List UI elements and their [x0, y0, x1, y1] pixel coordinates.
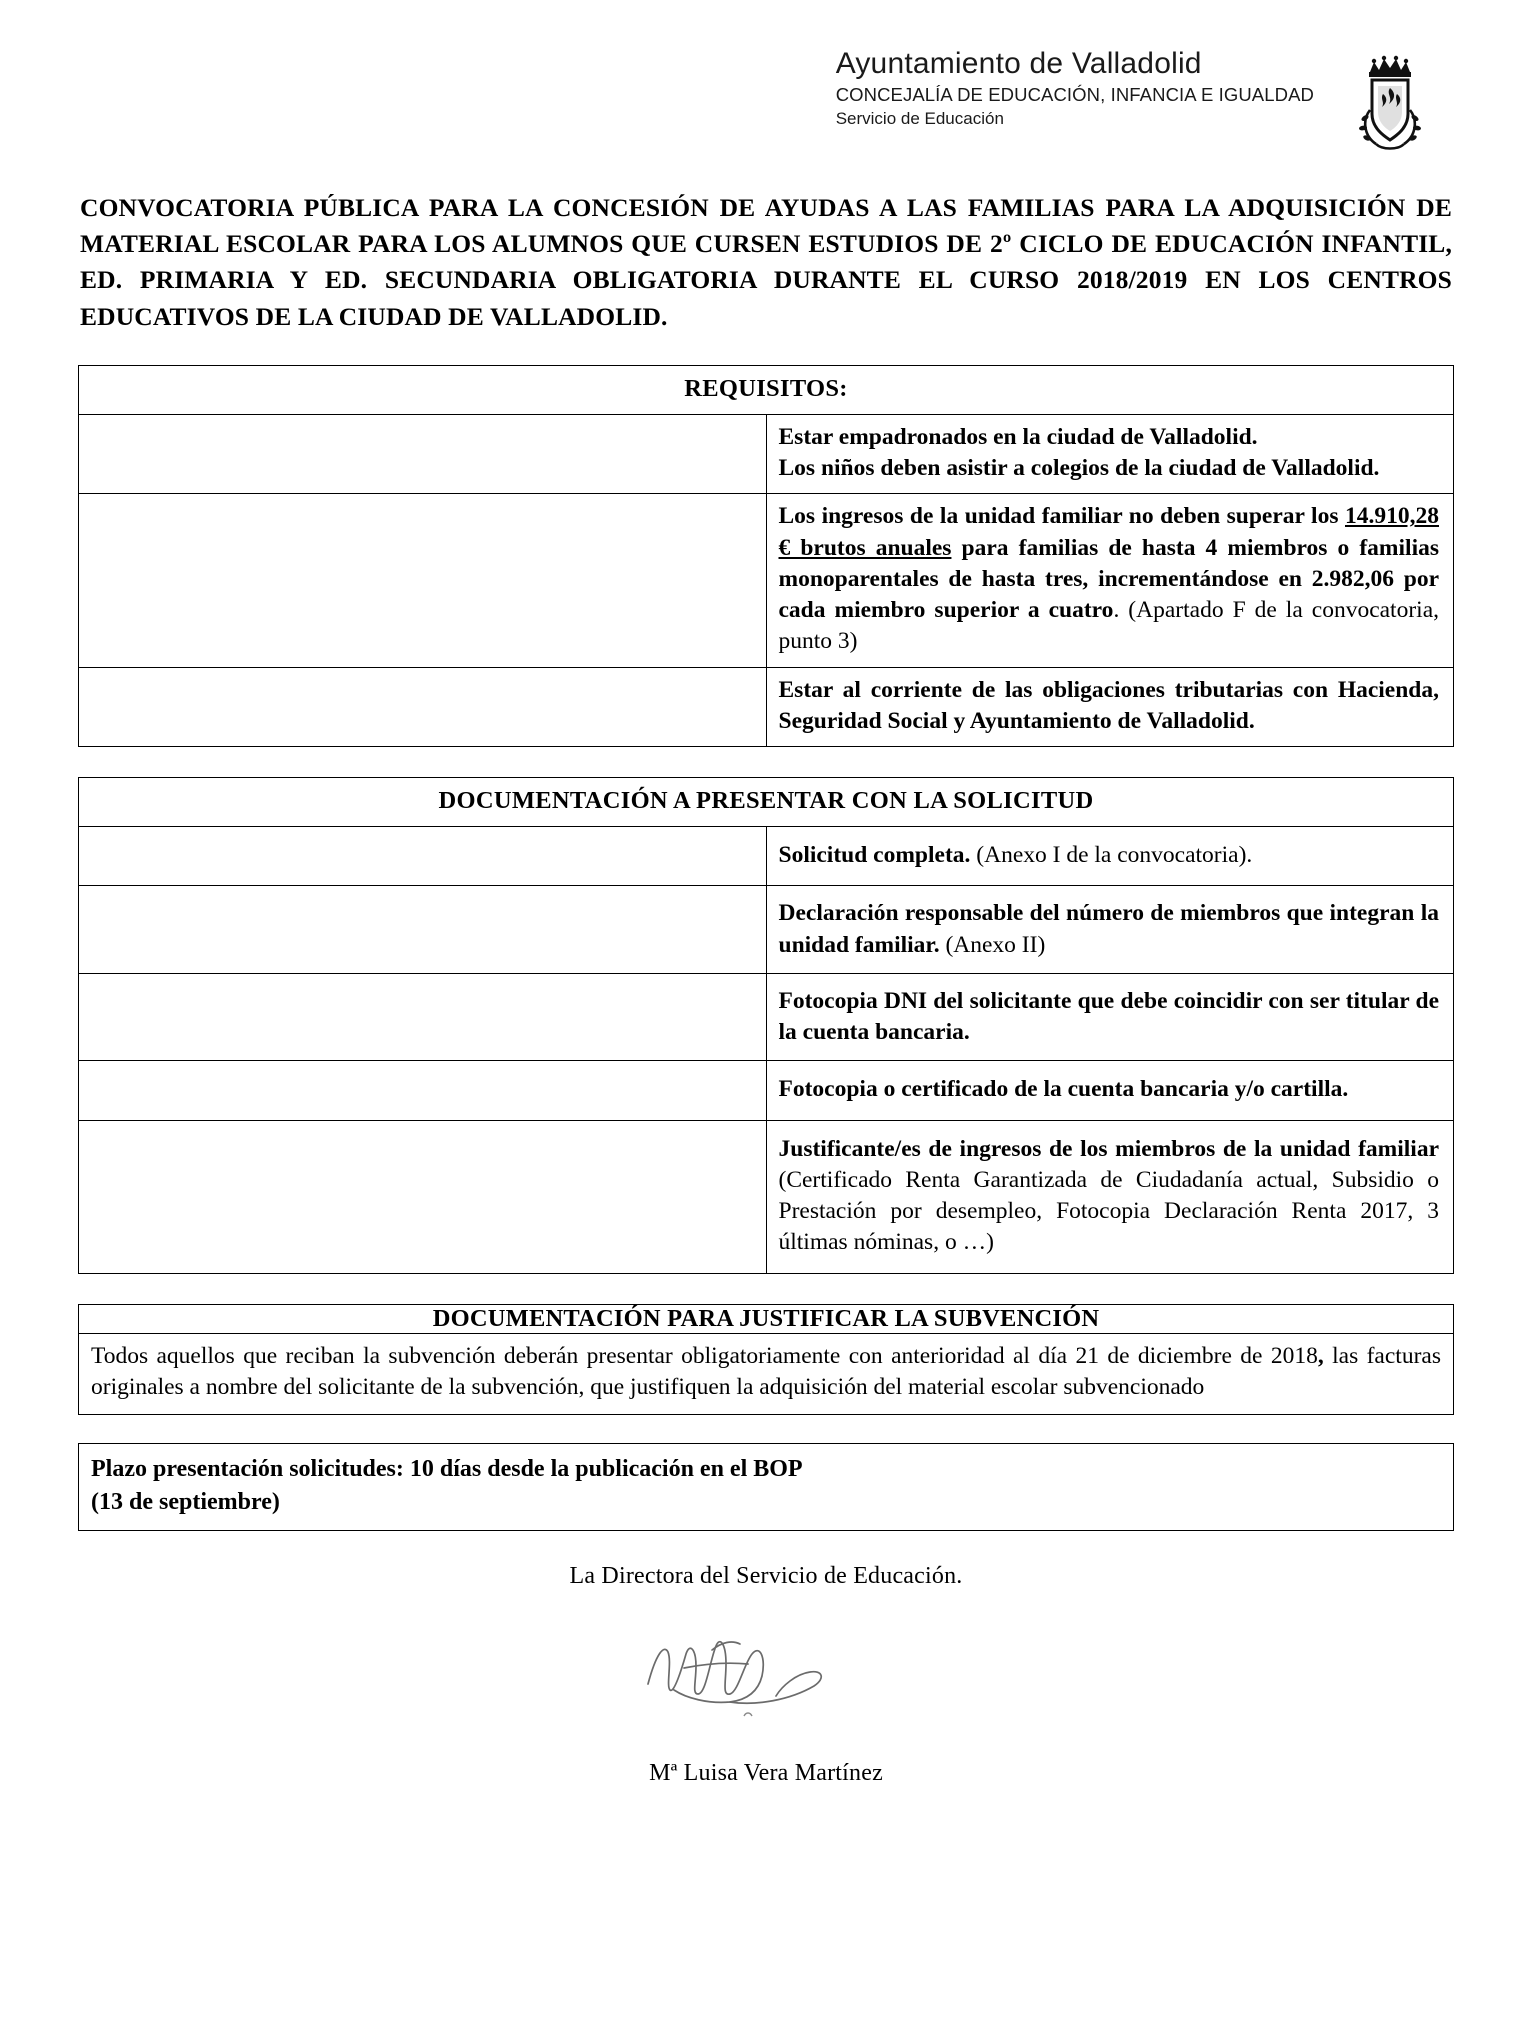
documento-cell-1 [766, 827, 1454, 886]
documento-2-bold: Declaración responsable del número de miembros que integran la unidad familiar. [778, 900, 1439, 958]
requisito-cell-3 [766, 667, 1454, 747]
department-name: CONCEJALÍA DE EDUCACIÓN, INFANCIA E IGUALDAD [835, 84, 1314, 106]
table-row [79, 414, 1454, 494]
table-row [79, 365, 1454, 414]
justificacion-heading: DOCUMENTACIÓN PARA JUSTIFICAR LA SUBVENCIÓN [79, 1304, 1454, 1333]
documento-4-bold: Fotocopia o certificado de la cuenta bancaria y/o cartilla. [778, 1076, 1349, 1103]
table-row [79, 1120, 1454, 1273]
requisito-1-line-2: Los niños deben asistir a colegios de la ciudad de Valladolid. [778, 455, 1380, 482]
requisito-2-text-a: Los ingresos de la unidad familiar no deben superar los [778, 503, 1345, 530]
justificacion-body-cell [79, 1333, 1454, 1414]
checkbox-cell[interactable] [79, 973, 767, 1061]
checkbox-cell[interactable] [79, 667, 767, 747]
handwritten-signature-icon [626, 1624, 906, 1720]
signature-block [78, 1563, 1454, 1787]
table-row [79, 1333, 1454, 1414]
table-row [79, 494, 1454, 667]
table-row [79, 667, 1454, 747]
organization-name: Ayuntamiento de Valladolid [835, 47, 1202, 80]
signer-role: La Directora del Servicio de Educación. [569, 1562, 963, 1589]
checkbox-cell[interactable] [79, 1120, 767, 1273]
table-row [79, 778, 1454, 827]
documento-5-bold: Justificante/es de ingresos de los miembros de la unidad familiar [778, 1135, 1439, 1162]
plazo-line-1: Plazo presentación solicitudes: 10 días desde la publicación en el BOP [91, 1455, 803, 1482]
table-row [79, 973, 1454, 1061]
plazo-cell [79, 1443, 1454, 1530]
requisito-2-text-b: para familias de hasta 4 miembros o familias monoparentales de hasta tres, incrementándose en 2.982,06 por cada miembro superior a cuatro [778, 534, 1439, 624]
documento-2-normal: (Anexo II) [939, 931, 1046, 958]
checkbox-cell[interactable] [79, 414, 767, 494]
checkbox-cell[interactable] [79, 827, 767, 886]
documento-1-normal: (Anexo I de la convocatoria). [970, 842, 1253, 869]
documento-cell-5 [766, 1120, 1454, 1273]
checkbox-cell[interactable] [79, 494, 767, 667]
checkbox-cell[interactable] [79, 886, 767, 974]
coat-of-arms-icon [1348, 52, 1432, 156]
table-row [79, 886, 1454, 974]
signer-name: Mª Luisa Vera Martínez [649, 1759, 883, 1786]
documento-cell-2 [766, 886, 1454, 974]
requisito-2-amount: 14.910,28 € brutos anuales [778, 503, 1439, 561]
documentacion-table [78, 777, 1454, 1274]
requisito-2-note: . (Apartado F de la convocatoria, punto 3) [778, 597, 1439, 655]
requisito-1-line-1: Estar empadronados en la ciudad de Valladolid. [778, 423, 1258, 450]
table-row [79, 1304, 1454, 1333]
requisito-3-text: Estar al corriente de las obligaciones tributarias con Hacienda, Seguridad Social y Ayuntamiento de Valladolid. [778, 676, 1439, 734]
justificacion-text-a: Todos aquellos que reciban la subvención deberán presentar obligatoriamente con anterioridad al día 21 de diciembre de 2018 [91, 1342, 1318, 1369]
table-row [79, 827, 1454, 886]
requisitos-table [78, 365, 1454, 747]
documento-cell-4 [766, 1061, 1454, 1120]
documento-cell-3 [766, 973, 1454, 1061]
documento-3-bold: Fotocopia DNI del solicitante que debe coincidir con ser titular de la cuenta bancaria. [778, 987, 1439, 1046]
document-header [78, 46, 1454, 156]
requisito-cell-1 [766, 414, 1454, 494]
plazo-table [78, 1443, 1454, 1531]
service-name: Servicio de Educación [835, 109, 1004, 129]
documentacion-heading: DOCUMENTACIÓN A PRESENTAR CON LA SOLICITUD [79, 778, 1454, 827]
justificacion-text-b: las facturas originales a nombre del solicitante de la subvención, que justifiquen la adquisición del material escolar subvencionado [91, 1342, 1441, 1401]
requisito-cell-2 [766, 494, 1454, 667]
page-title: CONVOCATORIA PÚBLICA PARA LA CONCESIÓN DE AYUDAS A LAS FAMILIAS PARA LA ADQUISICIÓN DE MATERIAL ESCOLAR PARA LOS ALUMNOS QUE CURSEN ESTUDIOS DE 2º CICLO DE EDUCACIÓN INFANTIL, ED. PRIMARIA Y ED. SECUNDARIA OBLIGATORIA DURANTE EL CURSO 2018/2019 EN LOS CENTROS EDUCATIVOS DE LA CIUDAD DE VALLADOLID. [80, 193, 1452, 331]
header-text-block [836, 46, 1314, 131]
plazo-line-2: (13 de septiembre) [91, 1488, 280, 1515]
justificacion-table [78, 1304, 1454, 1415]
documento-1-bold: Solicitud completa. [778, 842, 971, 869]
checkbox-cell[interactable] [79, 1061, 767, 1120]
documento-5-normal: (Certificado Renta Garantizada de Ciudadanía actual, Subsidio o Prestación por desempleo, Fotocopia Declaración Renta 2017, 3 últimas nóminas, o …) [778, 1166, 1439, 1256]
table-row [79, 1061, 1454, 1120]
requisitos-heading: REQUISITOS: [79, 365, 1454, 414]
table-row [79, 1443, 1454, 1530]
justificacion-text-bold: , [1317, 1342, 1324, 1369]
